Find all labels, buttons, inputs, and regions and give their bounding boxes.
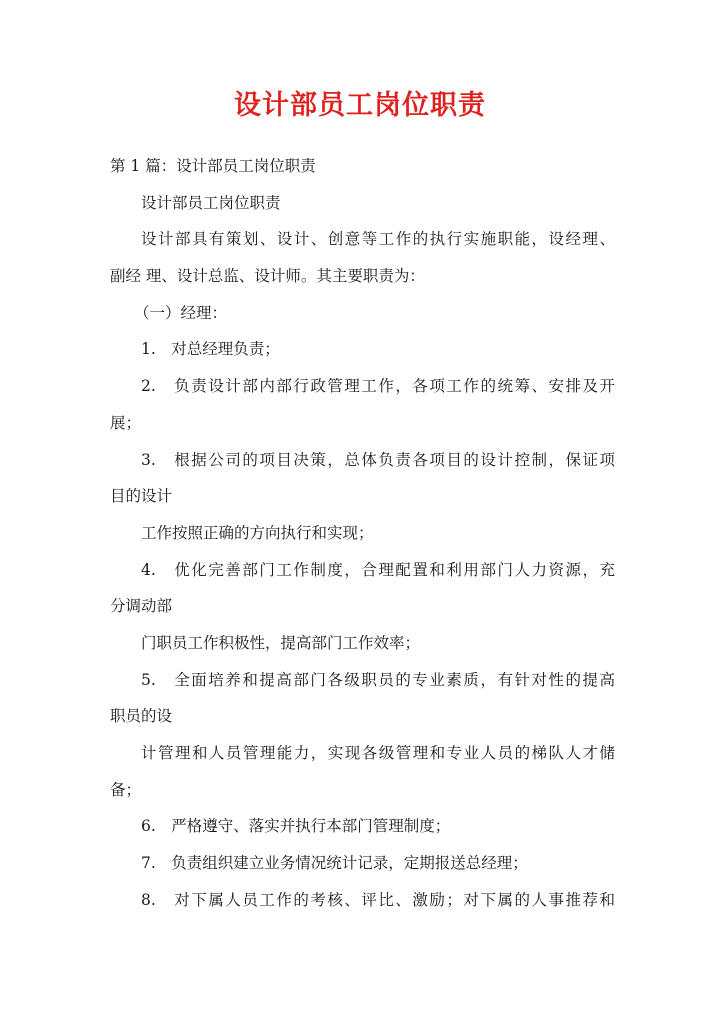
list-item: 6. 严格遵守、落实并执行本部门管理制度；	[141, 817, 451, 836]
document-body	[110, 148, 615, 918]
document-title: 设计部员工岗位职责	[234, 90, 486, 121]
list-item: 4. 优化完善部门工作制度，合理配置和利用部门人力资源，充	[141, 560, 615, 579]
chapter-heading: 第 1 篇：设计部员工岗位职责	[110, 157, 316, 175]
list-item: 2. 负责设计部内部行政管理工作，各项工作的统筹、安排及开	[141, 377, 615, 396]
list-item: 3. 根据公司的项目决策，总体负责各项目的设计控制，保证项	[141, 450, 615, 469]
subsection-heading: （一）经理：	[134, 303, 228, 322]
list-item-continuation: 备；	[110, 780, 142, 799]
list-item-continuation: 分调动部	[110, 597, 173, 616]
list-item: 8. 对下属人员工作的考核、评比、激励；对下属的人事推荐和	[141, 890, 615, 909]
list-item: 7. 负责组织建立业务情况统计记录，定期报送总经理；	[141, 854, 528, 873]
paragraph-line: 副经 理、设计总监、设计师。其主要职责为：	[110, 267, 425, 286]
paragraph-line: 设计部具有策划、设计、创意等工作的执行实施职能，设经理、	[141, 230, 615, 249]
list-item: 1. 对总经理负责；	[141, 340, 280, 359]
list-item-continuation: 目的设计	[110, 487, 173, 506]
list-item-continuation: 计管理和人员管理能力，实现各级管理和专业人员的梯队人才储	[141, 744, 615, 762]
list-item-continuation: 展；	[110, 413, 142, 432]
list-item-continuation: 工作按照正确的方向执行和实现；	[141, 523, 374, 542]
list-item: 5. 全面培养和提高部门各级职员的专业素质，有针对性的提高	[141, 670, 615, 689]
list-item-continuation: 职员的设	[110, 707, 173, 726]
section-heading: 设计部员工岗位职责	[141, 193, 281, 212]
list-item-continuation: 门职员工作积极性，提高部门工作效率；	[141, 633, 421, 652]
